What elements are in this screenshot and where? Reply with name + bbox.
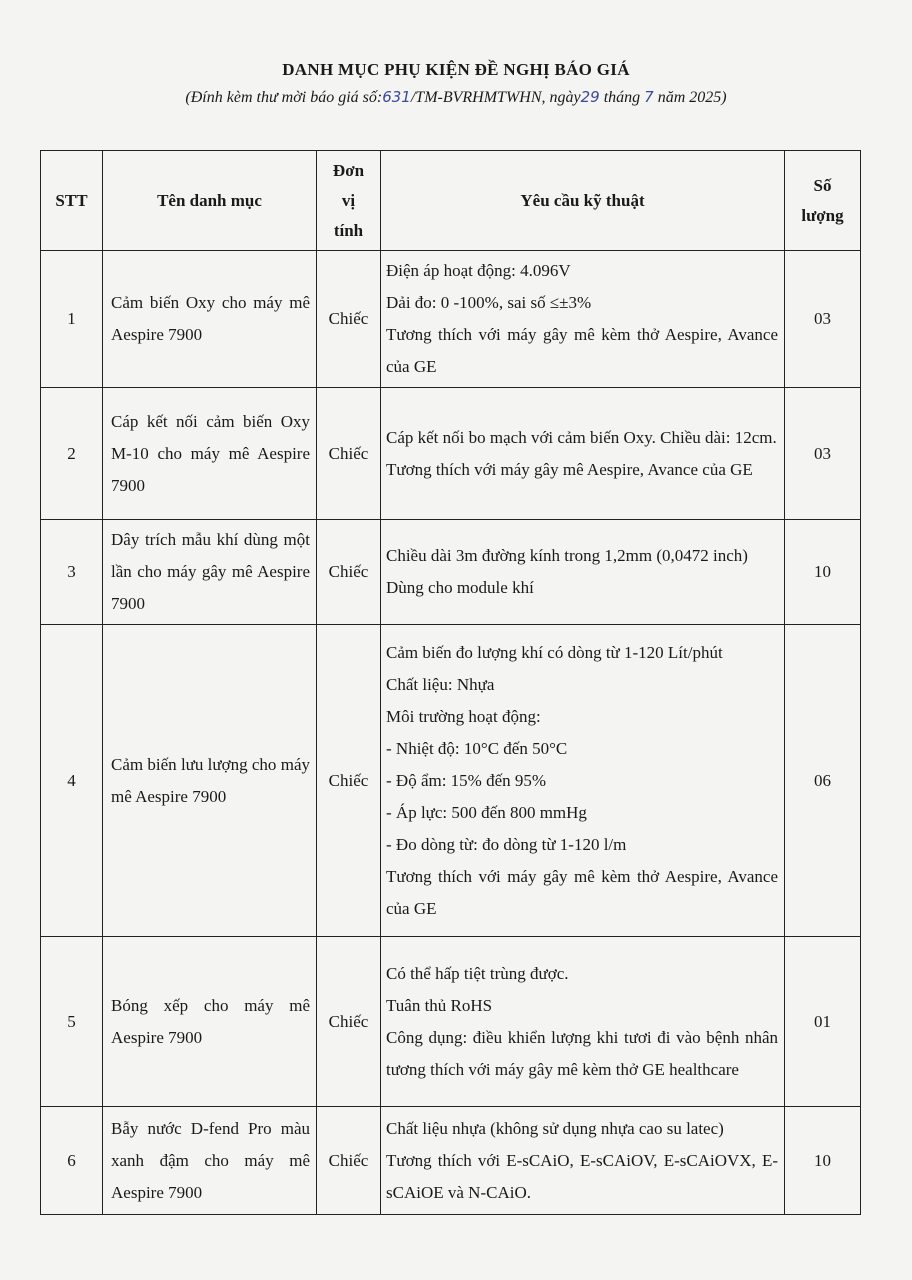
row-spec-cell xyxy=(381,251,785,388)
row-unit-cell: Chiếc xyxy=(317,937,381,1107)
page-title: DANH MỤC PHỤ KIỆN ĐỀ NGHỊ BÁO GIÁ xyxy=(282,60,630,79)
subtitle-prefix: (Đính kèm thư mời báo giá số: xyxy=(185,89,383,106)
header-qty xyxy=(785,151,861,251)
spec-line: Dải đo: 0 -100%, sai số ≤±3% xyxy=(386,293,592,312)
spec-line: Tương thích với E-sCAiO, E-sCAiOV, E-sCAiOVX, E-sCAiOE và N-CAiO. xyxy=(386,1150,778,1202)
row-unit-cell: Chiếc xyxy=(317,625,381,937)
header-unit xyxy=(317,151,381,251)
row-name-cell: Bóng xếp cho máy mê Aespire 7900 xyxy=(103,937,317,1107)
row-unit-cell: Chiếc xyxy=(317,388,381,520)
row-name-cell: Bẫy nước D-fend Pro màu xanh đậm cho máy mê Aespire 7900 xyxy=(103,1107,317,1215)
spec-line: Chất liệu: Nhựa xyxy=(386,674,495,694)
table-header-row xyxy=(41,151,861,251)
table-row xyxy=(41,1107,861,1215)
spec-line: Cảm biến đo lượng khí có dòng từ 1-120 Lít/phút xyxy=(386,642,723,662)
row-unit-cell: Chiếc xyxy=(317,520,381,625)
row-qty-cell: 10 xyxy=(785,1107,861,1215)
row-spec-cell xyxy=(381,388,785,520)
spec-line: Tương thích với máy gây mê kèm thở Aespire, Avance của GE xyxy=(386,325,778,376)
row-name-cell: Cảm biến lưu lượng cho máy mê Aespire 7900 xyxy=(103,625,317,937)
spec-line: Tương thích với máy gây mê Aespire, Avance của GE xyxy=(386,459,753,479)
header-stt: STT xyxy=(41,151,103,251)
spec-line: - Độ ẩm: 15% đến 95% xyxy=(386,770,547,790)
table-row xyxy=(41,625,861,937)
accessory-table xyxy=(40,150,861,1215)
spec-line: Chiều dài 3m đường kính trong 1,2mm (0,0472 inch) xyxy=(386,546,748,565)
header-unit-line: tính xyxy=(333,220,364,240)
spec-line: Chất liệu nhựa (không sử dụng nhựa cao su latec) xyxy=(386,1118,724,1138)
subtitle-suffix: năm 2025) xyxy=(657,89,727,106)
row-qty-cell: 01 xyxy=(785,937,861,1107)
spec-line: Tương thích với máy gây mê kèm thở Aespire, Avance của GE xyxy=(386,866,778,918)
row-stt-cell: 1 xyxy=(41,251,103,388)
row-name-cell: Cảm biến Oxy cho máy mê Aespire 7900 xyxy=(103,251,317,388)
header-name: Tên danh mục xyxy=(103,151,317,251)
handwritten-day: 29 xyxy=(580,88,600,106)
row-spec-cell xyxy=(381,625,785,937)
spec-line: Tuân thủ RoHS xyxy=(386,995,493,1015)
row-unit-cell: Chiếc xyxy=(317,251,381,388)
spec-line: - Nhiệt độ: 10°C đến 50°C xyxy=(386,738,568,758)
header-spec: Yêu cầu kỹ thuật xyxy=(381,151,785,251)
handwritten-month: 7 xyxy=(644,88,654,106)
spec-line: Môi trường hoạt động: xyxy=(386,706,541,726)
row-spec-cell xyxy=(381,520,785,625)
header-qty-line: lượng xyxy=(801,205,844,225)
row-qty-cell: 03 xyxy=(785,251,861,388)
row-stt-cell: 3 xyxy=(41,520,103,625)
row-stt-cell: 4 xyxy=(41,625,103,937)
table-body xyxy=(41,251,861,1215)
subtitle-middle: /TM-BVRHMTWHN, ngày xyxy=(410,89,581,106)
row-stt-cell: 2 xyxy=(41,388,103,520)
spec-line: - Áp lực: 500 đến 800 mmHg xyxy=(386,802,587,822)
page-subtitle xyxy=(0,88,912,107)
handwritten-letter-number: 631 xyxy=(382,88,411,106)
table-row xyxy=(41,520,861,625)
row-qty-cell: 06 xyxy=(785,625,861,937)
header-unit-line: vị xyxy=(341,190,356,210)
row-qty-cell: 10 xyxy=(785,520,861,625)
subtitle-month-label: tháng xyxy=(603,89,641,106)
spec-line: Cáp kết nối bo mạch với cảm biến Oxy. Chiều dài: 12cm. xyxy=(386,427,777,447)
header-unit-line: Đơn xyxy=(332,160,365,180)
row-spec-cell xyxy=(381,937,785,1107)
row-stt-cell: 5 xyxy=(41,937,103,1107)
row-stt-cell: 6 xyxy=(41,1107,103,1215)
spec-line: - Đo dòng từ: đo dòng từ 1-120 l/m xyxy=(386,834,627,854)
spec-line: Dùng cho module khí xyxy=(386,578,534,597)
row-unit-cell: Chiếc xyxy=(317,1107,381,1215)
spec-line: Công dụng: điều khiển lượng khi tươi đi vào bệnh nhân tương thích với máy gây mê kèm thở GE healthcare xyxy=(386,1027,778,1079)
spec-line: Điện áp hoạt động: 4.096V xyxy=(386,261,571,280)
table-row xyxy=(41,937,861,1107)
table-row xyxy=(41,388,861,520)
spec-line: Có thể hấp tiệt trùng được. xyxy=(386,963,569,983)
row-name-cell: Dây trích mẫu khí dùng một lần cho máy gây mê Aespire 7900 xyxy=(103,520,317,625)
table-row xyxy=(41,251,861,388)
row-name-cell: Cáp kết nối cảm biến Oxy M-10 cho máy mê Aespire 7900 xyxy=(103,388,317,520)
header-qty-line: Số xyxy=(813,175,832,195)
row-qty-cell: 03 xyxy=(785,388,861,520)
row-spec-cell xyxy=(381,1107,785,1215)
